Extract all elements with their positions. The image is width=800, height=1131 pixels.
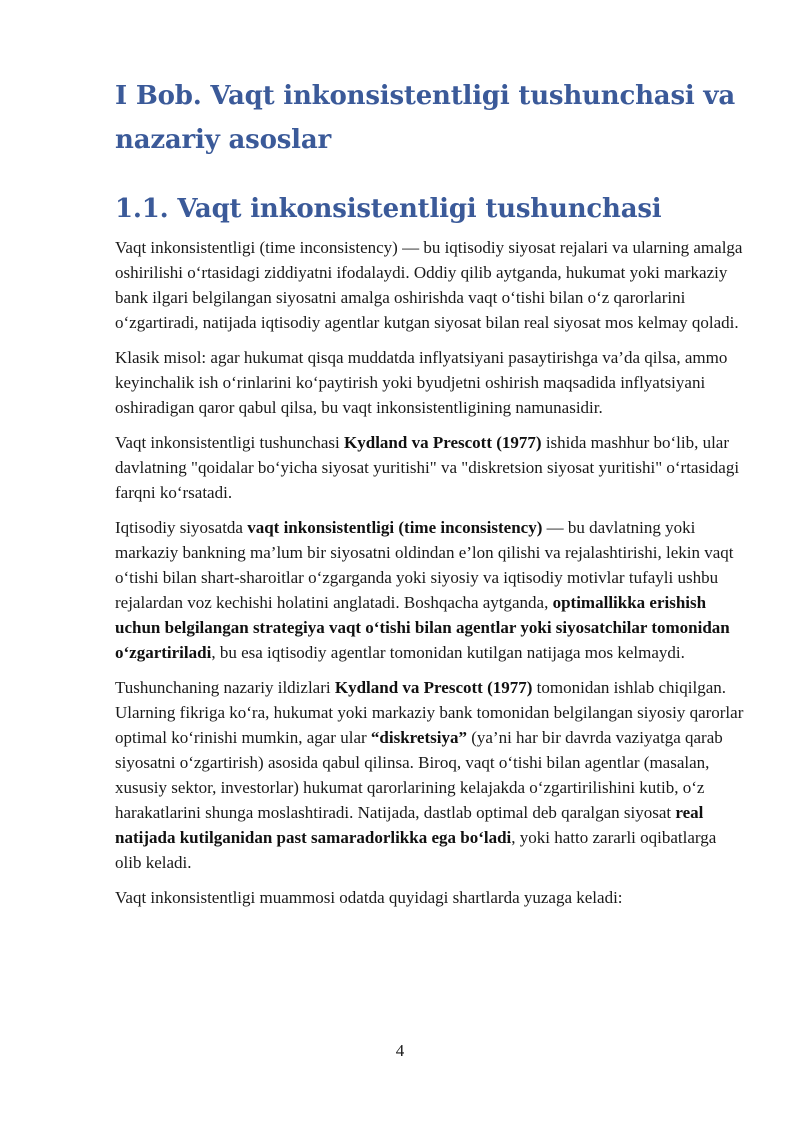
paragraph-4-text-e: , bu esa iqtisodiy agentlar tomonidan kutilgan natijaga mos kelmaydi. [211,643,685,662]
paragraph-4-text-a: Iqtisodiy siyosatda [115,518,248,537]
page-content [115,74,745,920]
paragraph-1: Vaqt inkonsistentligi (time inconsistency) — bu iqtisodiy siyosat rejalari va ularning amalga oshirilishi o‘rtasidagi ziddiyatni ifodalaydi. Oddiy qilib aytganda, hukumat yoki markaziy bank ilgari belgilangan siyosatni amalga oshirishda vaqt o‘tishi bilan o‘z qarorlarini o‘zgartiradi, natijada iqtisodiy agentlar kutgan siyosat bilan real siyosat mos kelmay qoladi. [115,238,743,332]
paragraph-5-text-a: Tushunchaning nazariy ildizlari [115,678,335,697]
paragraph-3 [115,430,745,505]
paragraph-3-bold-citation: Kydland va Prescott (1977) [344,433,542,452]
paragraph-4-bold-emphasis: optimallikka erishish uchun belgilangan strategiya vaqt o‘tishi bilan agentlar yoki siyosatchilar tomonidan o‘zgartiriladi [115,593,730,662]
paragraph-4-text-c: — bu davlatning yoki markaziy bankning ma’lum bir siyosatni oldindan e’lon qilishi va rejalashtirishi, lekin vaqt o‘tishi bilan shart-sharoitlar o‘zgarganda yoki siyosiy va iqtisodiy motivlar tufayli ushbu rejalardan voz kechishi holatini anglatadi. Boshqacha aytganda, [115,518,734,612]
paragraph-6: Vaqt inkonsistentligi muammosi odatda quyidagi shartlarda yuzaga keladi: [115,888,623,907]
paragraph-2: Klasik misol: agar hukumat qisqa muddatda inflyatsiyani pasaytirishga va’da qilsa, ammo keyinchalik ish o‘rinlarini ko‘paytirish yoki byudjetni oshirish maqsadida inflyatsiyani oshiradigan qaror qabul qilsa, bu vaqt inkonsistentligining namunasidir. [115,348,728,417]
page-number: 4 [395,1041,405,1060]
paragraph-5 [115,675,745,875]
chapter-title: I Bob. Vaqt inkonsistentligi tushunchasi va nazariy asoslar [115,81,735,155]
paragraph-4 [115,515,745,665]
paragraph-3-text-c: ishida mashhur bo‘lib, ular davlatning "qoidalar bo‘yicha siyosat yuritishi" va "diskretsion siyosat yuritishi" o‘rtasidagi farqni ko‘rsatadi. [115,433,740,502]
paragraph-3-text-a: Vaqt inkonsistentligi tushunchasi [115,433,345,452]
paragraph-5-bold-emphasis: real natijada kutilganidan past samaradorlikka ega bo‘ladi [115,803,704,847]
paragraph-5-text-e: (ya’ni har bir davrda vaziyatga qarab siyosatni o‘zgartirish) asosida qabul qilinsa. Biroq, vaqt o‘tishi bilan agentlar (masalan, xususiy sektor, investorlar) hukumat qarorlarining kelajakda o‘zgartirilishini kutib, o‘z harakatlarini shunga moslashtiradi. Natijada, dastlab optimal deb qaralgan siyosat [115,728,723,822]
paragraph-4-bold-term: vaqt inkonsistentligi (time inconsistency) [247,518,543,537]
paragraph-5-text-c: tomonidan ishlab chiqilgan. Ularning fikriga ko‘ra, hukumat yoki markaziy bank tomonidan belgilangan siyosiy qarorlar optimal ko‘rinishi mumkin, agar ular [115,678,744,747]
paragraph-5-text-g: , yoki hatto zararli oqibatlarga olib keladi. [115,828,717,872]
paragraph-5-bold-term: “diskretsiya” [370,728,467,747]
paragraph-5-bold-citation: Kydland va Prescott (1977) [334,678,533,697]
section-title: 1.1. Vaqt inkonsistentligi tushunchasi [115,194,662,224]
